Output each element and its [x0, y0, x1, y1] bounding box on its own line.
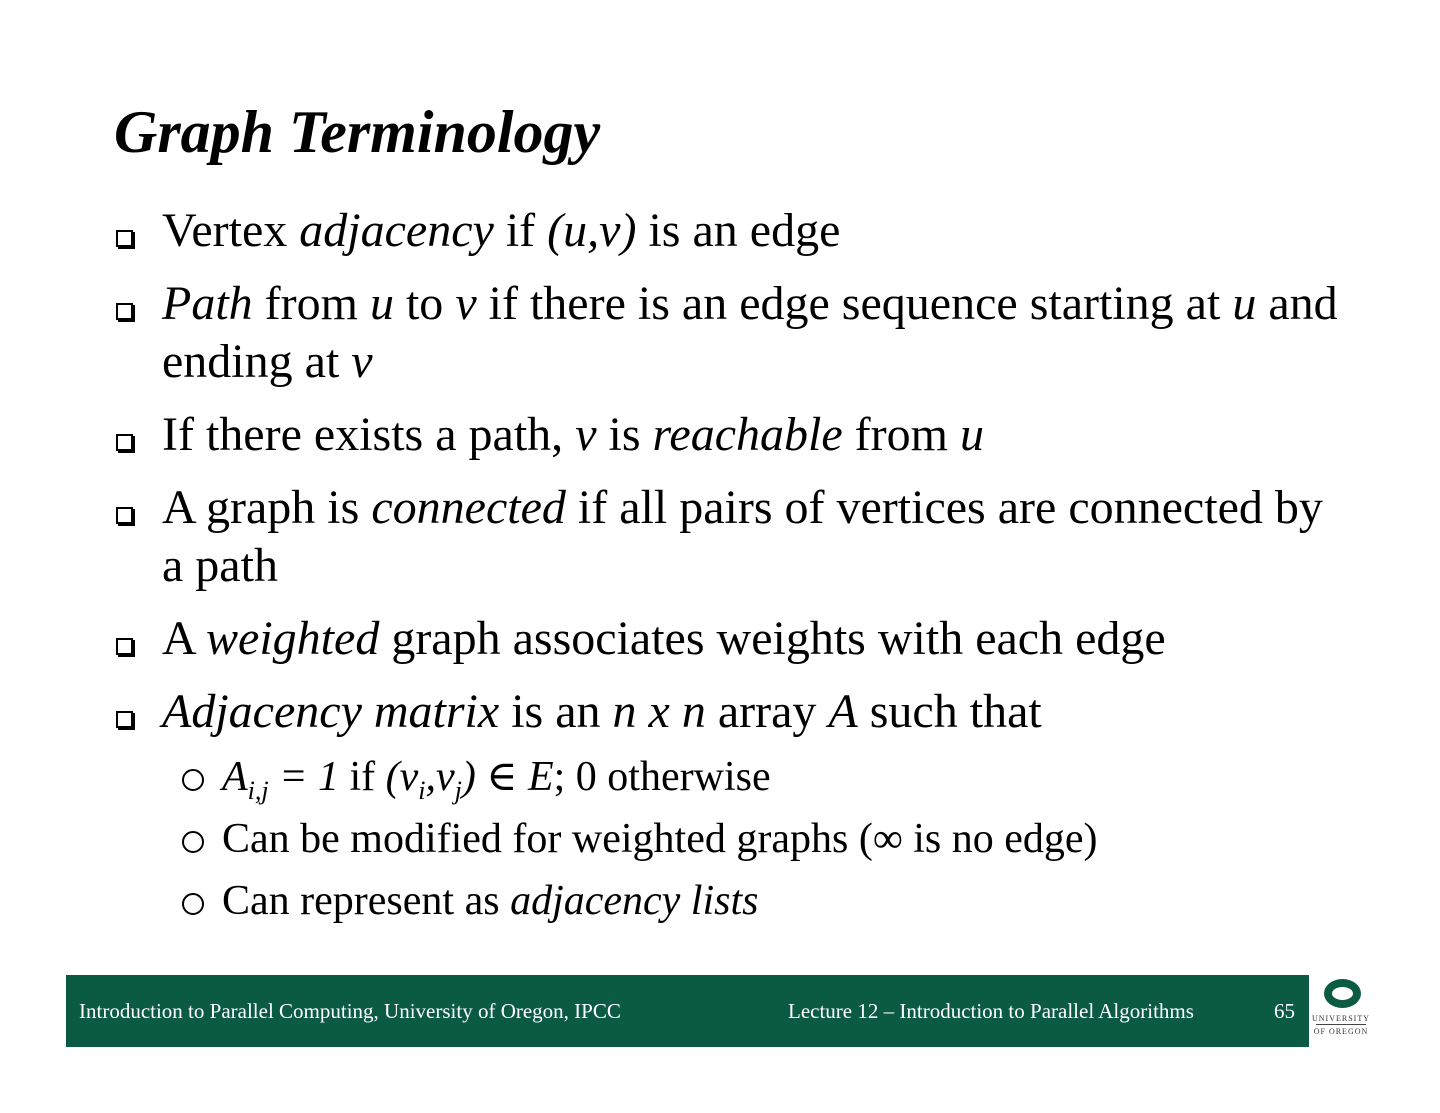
text-run: If there exists a path,: [162, 408, 576, 461]
sub-bullet-item: [114, 752, 1354, 806]
university-logo: [1312, 976, 1370, 1048]
italic-text: v: [575, 408, 597, 461]
text-run: ; 0 otherwise: [553, 754, 771, 800]
text-run: Can be modified for weighted graphs (∞ is no edge): [222, 816, 1098, 862]
text-run: if: [493, 204, 548, 257]
text-run: is: [596, 408, 653, 461]
circle-bullet-icon: [182, 831, 204, 853]
logo-line-1: UNIVERSITY: [1312, 1014, 1370, 1023]
text-run: is an: [499, 685, 613, 738]
footer-bar: [66, 975, 1309, 1047]
italic-text: v: [455, 277, 477, 330]
italic-text: Adjacency matrix: [162, 685, 500, 738]
sub-bullet-text: [222, 754, 771, 806]
text-run: Vertex: [162, 204, 300, 257]
text-run: A: [162, 612, 207, 665]
italic-text: ,v: [425, 754, 455, 800]
text-run: Can represent as: [222, 878, 511, 924]
bullet-text: [162, 685, 1042, 738]
text-run: from: [252, 277, 370, 330]
bullet-text: [162, 277, 1338, 388]
text-run: A graph is: [162, 481, 372, 534]
bullet-text: [162, 204, 840, 257]
square-bullet-icon: [116, 638, 133, 655]
italic-text: (u,v): [547, 204, 637, 257]
text-run: to: [393, 277, 456, 330]
bullet-list: [114, 202, 1354, 938]
bullet-item: [114, 683, 1354, 741]
square-bullet-icon: [116, 711, 133, 728]
text-run: array: [705, 685, 829, 738]
bullet-item: [114, 275, 1354, 391]
italic-text: adjacency: [299, 204, 494, 257]
text-run: and ending at: [162, 277, 1338, 388]
italic-text: u: [1232, 277, 1257, 330]
text-run: if there is an edge sequence starting at: [476, 277, 1233, 330]
bullet-text: [162, 481, 1323, 592]
logo-divider: [1316, 1024, 1366, 1025]
italic-text: A: [222, 754, 248, 800]
text-run: if all pairs of vertices are connected by a path: [162, 481, 1323, 592]
bullet-item: [114, 406, 1354, 464]
subscript-text: j: [454, 776, 462, 806]
italic-text: u: [369, 277, 394, 330]
text-run: such that: [857, 685, 1042, 738]
italic-text: v: [351, 335, 373, 388]
italic-text: (v: [385, 754, 419, 800]
bullet-item: [114, 479, 1354, 595]
italic-text: n x n: [612, 685, 706, 738]
sub-bullet-item: [114, 876, 1354, 926]
bullet-text: [162, 612, 1166, 665]
italic-text: = 1: [268, 754, 339, 800]
italic-text: connected: [371, 481, 566, 534]
bullet-item: [114, 610, 1354, 668]
italic-text: adjacency lists: [510, 878, 759, 924]
sub-bullet-text: [222, 816, 1098, 862]
italic-text: weighted: [206, 612, 380, 665]
italic-text: A: [828, 685, 858, 738]
footer-lecture-title: Lecture 12 – Introduction to Parallel Algorithms: [788, 999, 1194, 1023]
footer-course-title: Introduction to Parallel Computing, University of Oregon, IPCC: [79, 999, 621, 1023]
square-bullet-icon: [116, 230, 133, 247]
italic-text: reachable: [652, 408, 843, 461]
text-run: if: [338, 754, 386, 800]
square-bullet-icon: [116, 507, 133, 524]
subscript-text: i: [418, 776, 426, 806]
circle-bullet-icon: [182, 893, 204, 915]
italic-text: u: [959, 408, 984, 461]
sub-bullet-item: [114, 814, 1354, 864]
square-bullet-icon: [116, 303, 133, 320]
oregon-o-icon: [1324, 979, 1361, 1008]
bullet-item: [114, 202, 1354, 260]
text-run: from: [842, 408, 960, 461]
logo-line-2: OF OREGON: [1313, 1027, 1369, 1036]
sub-bullet-text: [222, 878, 759, 924]
text-run: is an edge: [636, 204, 841, 257]
subscript-text: i,j: [247, 776, 269, 806]
italic-text: Path: [162, 277, 253, 330]
italic-text: ) ∈ E: [461, 754, 554, 800]
circle-bullet-icon: [182, 769, 204, 791]
slide-title: Graph Terminology: [114, 99, 601, 165]
square-bullet-icon: [116, 434, 133, 451]
slide-number: 65: [1274, 999, 1295, 1023]
text-run: graph associates weights with each edge: [379, 612, 1166, 665]
bullet-text: [162, 408, 984, 461]
